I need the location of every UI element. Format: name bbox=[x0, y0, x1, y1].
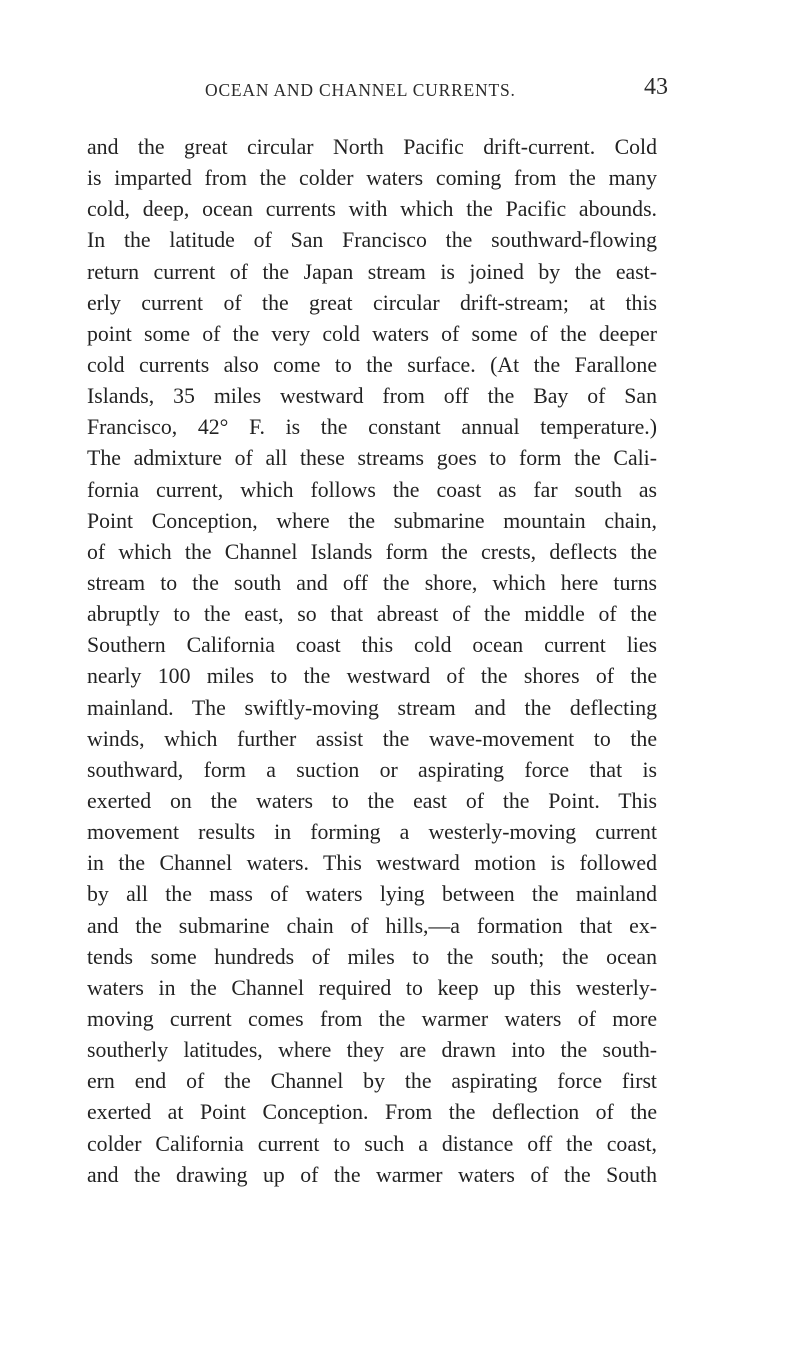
text-line: cold, deep, ocean currents with which the Pacific abounds. bbox=[87, 197, 657, 222]
page-number: 43 bbox=[644, 74, 668, 100]
text-line: stream to the south and off the shore, which here turns bbox=[87, 570, 657, 595]
text-line: and the drawing up of the warmer waters of the South bbox=[87, 1162, 657, 1187]
text-line: southerly latitudes, where they are drawn into the south- bbox=[87, 1038, 657, 1063]
text-line: mainland. The swiftly-moving stream and the deflecting bbox=[87, 695, 657, 720]
text-line: southward, form a suction or aspirating force that is bbox=[87, 757, 657, 782]
text-line: abruptly to the east, so that abreast of the middle of the bbox=[87, 602, 657, 627]
text-line: nearly 100 miles to the westward of the shores of the bbox=[87, 664, 657, 689]
text-line: exerted on the waters to the east of the Point. This bbox=[87, 788, 657, 813]
text-line: and the great circular North Pacific drift-current. Cold bbox=[87, 135, 657, 159]
text-line: in the Channel waters. This westward motion is followed bbox=[87, 851, 657, 876]
body-paragraph bbox=[87, 132, 657, 1191]
text-line: cold currents also come to the surface. (At the Farallone bbox=[87, 352, 657, 377]
text-line: of which the Channel Islands form the crests, deflects the bbox=[87, 539, 657, 564]
text-line: exerted at Point Conception. From the deflection of the bbox=[87, 1100, 657, 1125]
text-line: winds, which further assist the wave-movement to the bbox=[87, 726, 657, 751]
text-line: is imparted from the colder waters coming from the many bbox=[87, 166, 657, 191]
text-line: fornia current, which follows the coast as far south as bbox=[87, 477, 657, 502]
text-line: movement results in forming a westerly-moving current bbox=[87, 820, 657, 845]
text-line: moving current comes from the warmer waters of more bbox=[87, 1006, 657, 1031]
text-line: and the submarine chain of hills,—a formation that ex- bbox=[87, 913, 657, 938]
text-line: Point Conception, where the submarine mountain chain, bbox=[87, 508, 657, 533]
text-line: erly current of the great circular drift-stream; at this bbox=[87, 290, 657, 315]
text-line: return current of the Japan stream is joined by the east- bbox=[87, 259, 657, 284]
text-line: point some of the very cold waters of some of the deeper bbox=[87, 321, 657, 346]
text-line: The admixture of all these streams goes to form the Cali- bbox=[87, 446, 657, 471]
text-line: tends some hundreds of miles to the south; the ocean bbox=[87, 944, 657, 969]
running-title: OCEAN AND CHANNEL CURRENTS. bbox=[205, 80, 516, 100]
text-line: waters in the Channel required to keep up this westerly- bbox=[87, 975, 657, 1000]
text-line: Southern California coast this cold ocean current lies bbox=[87, 633, 657, 658]
text-line: Islands, 35 miles westward from off the Bay of San bbox=[87, 384, 657, 409]
text-line: In the latitude of San Francisco the southward-flowing bbox=[87, 228, 657, 253]
text-line: ern end of the Channel by the aspirating force first bbox=[87, 1069, 657, 1094]
text-line: Francisco, 42° F. is the constant annual temperature.) bbox=[87, 415, 657, 440]
text-line: colder California current to such a distance off the coast, bbox=[87, 1131, 657, 1156]
text-line: by all the mass of waters lying between the mainland bbox=[87, 882, 657, 907]
